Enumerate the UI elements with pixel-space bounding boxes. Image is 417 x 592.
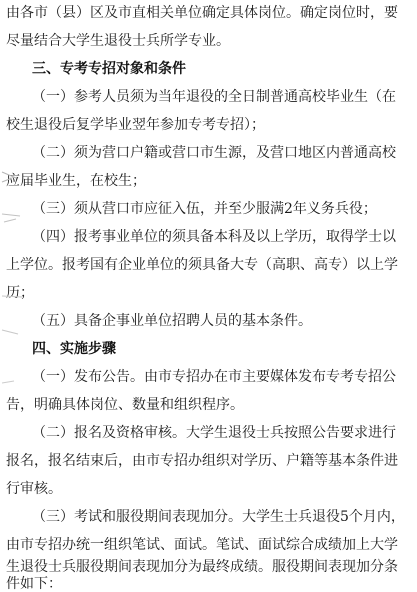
section-heading: 三、专考专招对象和条件: [32, 61, 186, 77]
text-line: （一）发布公告。由市专招办在市主要媒体发布专考专招公: [32, 369, 396, 385]
text-line: 报名，报名结束后，由市专招办组织对学历、户籍等基本条件进: [6, 453, 398, 469]
text-line: 行审核。: [6, 481, 62, 497]
section-heading: 四、实施步骤: [32, 341, 116, 357]
text-line: （三）须从营口市应征入伍，并至少服满2年义务兵役；: [32, 201, 377, 217]
text-line: 尽量结合大学生退役士兵所学专业。: [6, 33, 230, 49]
text-line: 件如下：: [6, 576, 62, 592]
text-line: 告，明确具体岗位、数量和组织程序。: [6, 397, 244, 413]
scan-mark: [2, 214, 20, 222]
text-line: （四）报考事业单位的须具备本科及以上学历，取得学士以: [32, 229, 396, 245]
text-line: （一）参考人员须为当年退役的全日制普通高校毕业生（在: [32, 89, 396, 105]
text-line: 上学位。报考国有企业单位的须具备大专（高职、高专）以上学: [6, 257, 398, 273]
text-line: （五）具备企事业单位招聘人员的基本条件。: [32, 313, 312, 329]
text-line: 由各市（县）区及市直相关单位确定具体岗位。确定岗位时，要: [6, 5, 398, 21]
text-line: 由市专招办统一组织笔试、面试。笔试、面试综合成绩加上大学: [6, 537, 398, 553]
text-line: （二）须为营口户籍或营口市生源，及营口地区内普通高校: [32, 145, 396, 161]
text-line: 应届毕业生，在校生；: [6, 173, 146, 189]
text-line: 生退役士兵服役期间表现加分为最终成绩。服役期间表现加分条: [6, 559, 398, 575]
text-line: （二）报名及资格审核。大学生退役士兵按照公告要求进行: [32, 425, 396, 441]
text-line: 校生退役后复学毕业翌年参加专考专招）；: [6, 117, 265, 133]
text-line: 历；: [6, 285, 34, 301]
scan-mark: [2, 330, 18, 334]
scan-mark: [2, 381, 14, 383]
text-line: （三）考试和服役期间表现加分。大学生士兵退役5个月内，: [32, 509, 405, 525]
